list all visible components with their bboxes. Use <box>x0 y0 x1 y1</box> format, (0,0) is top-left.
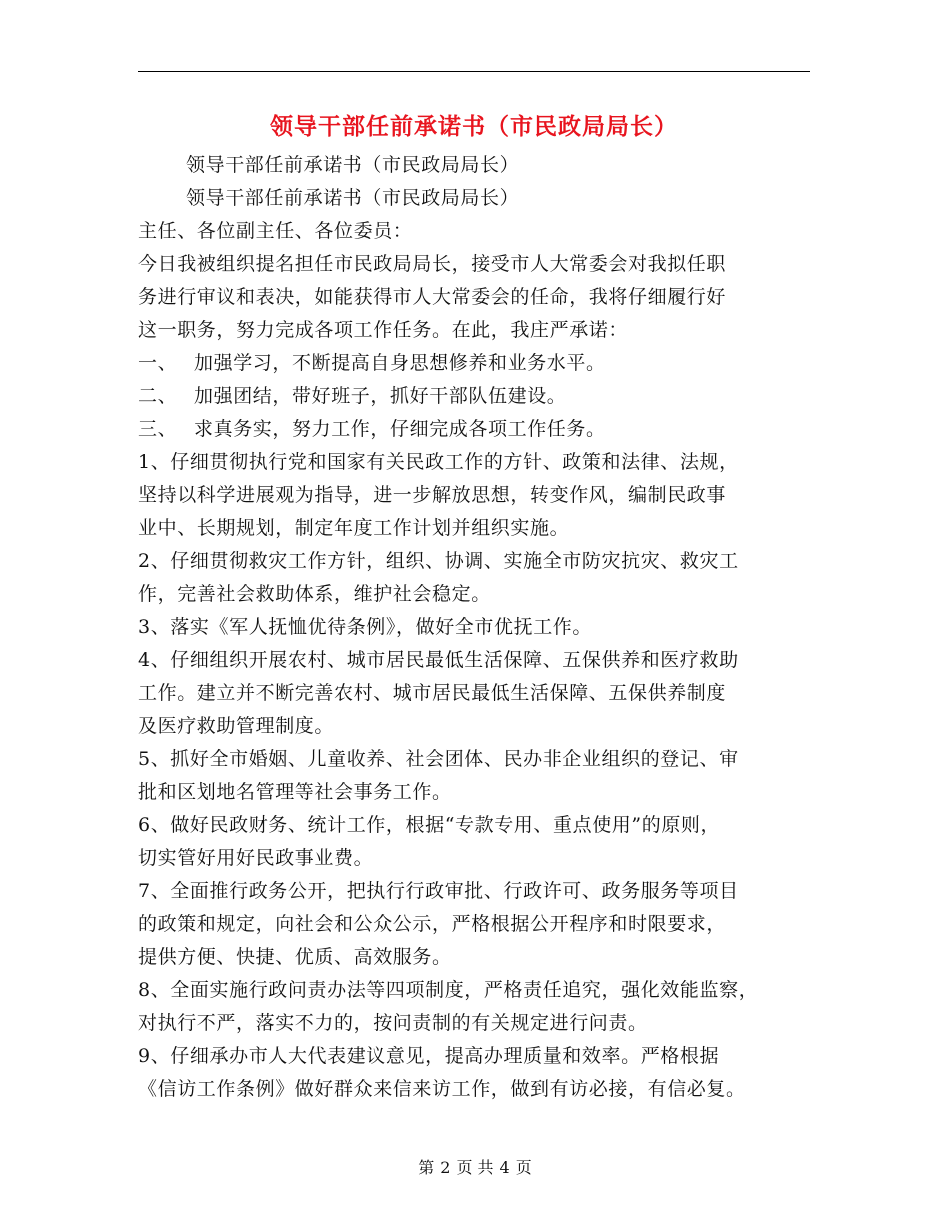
task-line: 3、落实《军人抚恤优待条例》，做好全市优抚工作。 <box>138 616 592 638</box>
header-rule <box>138 71 810 72</box>
task-line: 7、全面推行政务公开，把执行行政审批、行政许可、政务服务等项目 <box>138 880 739 902</box>
salutation: 主任、各位副主任、各位委员： <box>138 220 413 242</box>
task-line: 2、仔细贯彻救灾工作方针，组织、协调、实施全市防灾抗灾、救灾工 <box>138 550 739 572</box>
pledge-item <box>138 383 566 409</box>
pledge-text: 求真务实，努力工作，仔细完成各项工作任务。 <box>194 418 606 440</box>
task-line: 1、仔细贯彻执行党和国家有关民政工作的方针、政策和法律、法规， <box>138 451 739 473</box>
task-line: 对执行不严，落实不力的，按问责制的有关规定进行问责。 <box>138 1012 648 1034</box>
intro-line: 务进行审议和表决，如能获得市人大常委会的任命，我将仔细履行好 <box>138 286 727 308</box>
footer-prefix: 第 <box>418 1158 435 1177</box>
pledge-text: 加强学习，不断提高自身思想修养和业务水平。 <box>194 352 606 374</box>
page-number: 2 <box>440 1158 451 1177</box>
task-line: 坚持以科学进展观为指导，进一步解放思想，转变作风，编制民政事 <box>138 484 727 506</box>
task-line: 9、仔细承办市人大代表建议意见，提高办理质量和效率。严格根据 <box>138 1045 720 1067</box>
footer-suffix: 页 <box>515 1158 532 1177</box>
task-line: 工作。建立并不断完善农村、城市居民最低生活保障、五保供养制度 <box>138 682 727 704</box>
pledge-number: 一、 <box>138 352 178 374</box>
subtitle-line: 领导干部任前承诺书（市民政局局长） <box>186 187 520 209</box>
pledge-item <box>138 416 606 442</box>
pledge-number: 三、 <box>138 418 178 440</box>
page-footer <box>0 1155 950 1178</box>
intro-line: 这一职务，努力完成各项工作任务。在此，我庄严承诺： <box>138 319 629 341</box>
pledge-text: 加强团结，带好班子，抓好干部队伍建设。 <box>194 385 567 407</box>
intro-line: 今日我被组织提名担任市民政局局长，接受市人大常委会对我拟任职 <box>138 253 727 275</box>
task-line: 批和区划地名管理等社会事务工作。 <box>138 781 452 803</box>
task-line: 业中、长期规划，制定年度工作计划并组织实施。 <box>138 517 570 539</box>
task-line: 提供方便、快捷、优质、高效服务。 <box>138 946 452 968</box>
task-line: 切实管好用好民政事业费。 <box>138 847 374 869</box>
subtitle-line: 领导干部任前承诺书（市民政局局长） <box>186 154 520 176</box>
task-line: 《信访工作条例》做好群众来信来访工作，做到有访必接，有信必复。 <box>138 1078 746 1100</box>
task-line: 4、仔细组织开展农村、城市居民最低生活保障、五保供养和医疗救助 <box>138 649 739 671</box>
pledge-item <box>138 350 606 376</box>
task-line: 的政策和规定，向社会和公众公示，严格根据公开程序和时限要求， <box>138 913 727 935</box>
pledge-number: 二、 <box>138 385 178 407</box>
task-line: 及医疗救助管理制度。 <box>138 715 335 737</box>
footer-mid: 页 共 <box>456 1158 494 1177</box>
task-line: 5、抓好全市婚姻、儿童收养、社会团体、民办非企业组织的登记、审 <box>138 748 739 770</box>
task-line: 8、全面实施行政问责办法等四项制度，严格责任追究，强化效能监察， <box>138 979 759 1001</box>
task-line: 作，完善社会救助体系，维护社会稳定。 <box>138 583 491 605</box>
task-line: 6、做好民政财务、统计工作，根据“专款专用、重点使用”的原则， <box>138 814 721 836</box>
page-total: 4 <box>499 1158 510 1177</box>
document-title: 领导干部任前承诺书（市民政局局长） <box>270 113 678 140</box>
